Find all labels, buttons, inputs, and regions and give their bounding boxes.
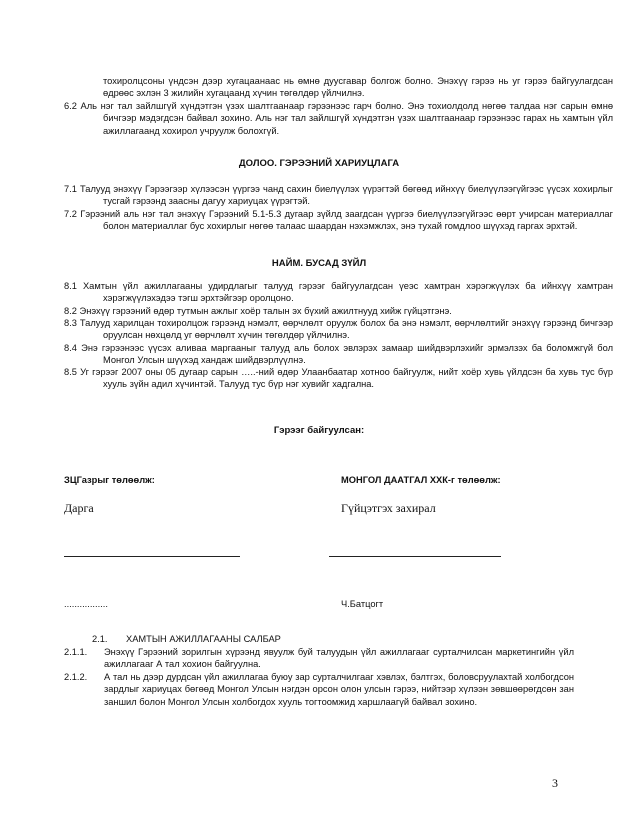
signature-line-right: [329, 556, 501, 557]
appendix-item-text: Энэхүү Гэрээний зорилгын хүрээнд явуулж буй талуудын үйл ажиллагааг сурталчилсан маркетингийн үйл ажиллагааг А тал хохион байгуулна.: [104, 647, 574, 670]
signature-line-left: [64, 556, 240, 557]
party-left-role: Дарга: [64, 501, 94, 515]
party-right-name: Ч.Батцогт: [341, 599, 384, 609]
section-8-title: НАЙМ. БУСАД ЗҮЙЛ: [271, 258, 367, 269]
clause-7-2: 7.2 Гэрээний аль нэг тал энэхүү Гэрээний 5.1-5.3 дугаар зүйлд заагдсан үүргээ биелүүлээгүйгээс өөрт учирсан материаллаг болон материаллаг бус хохирлыг нөгөө талаас шаардан нэхэмжлэх, энэ тухай гомдлоо шүүхэд гаргах эрхтэй.: [64, 209, 613, 232]
clause-7-1: 7.1 Талууд энэхүү Гэрээгээр хүлээсэн үүргээ чанд сахин биелүүлэх үүрэгтэй бөгөөд ийнхүү биелүүлээгүйгээс үүсэх хохирлыг тусгай гэрээнд заасны дагуу хариуцах үүрэгтэй.: [64, 184, 613, 207]
clause-8-3: 8.3 Талууд харилцан тохиролцож гэрээнд нэмэлт, өөрчлөлт оруулж болох ба энэ нэмэлт, өөрчлөлтийг энэхүү гэрээнд бичгээр оруулсан нөхцөлд уг өөрчлөлт хүчин төгөлдөр үйлчилнэ.: [64, 318, 613, 341]
clause-8-2: 8.2 Энэхүү гэрээний өдөр тутмын ажлыг хоёр талын эх бүхий ажилтнууд хийж гүйцэтгэнэ.: [64, 306, 452, 316]
page-number: 3: [552, 776, 558, 790]
clause-6-2: 6.2 Аль нэг тал зайлшгүй хүндэтгэн үзэх шалтгаанаар гэрээнээс гарч болно. Энэ тохиолдолд нөгөө талдаа нэг сарын өмнө бичгээр мэдэгдсэн байвал зохино. Аль нэг тал зайлшгүй хүндэтгэн үзэх шалтгаанаар гэрээнээс гарах нь хамтын үйл ажиллагаанд хохирол учруулж болохгүй.: [64, 101, 613, 136]
appendix-title: ХАМТЫН АЖИЛЛАГААНЫ САЛБАР: [126, 634, 281, 644]
clause-8-4: 8.4 Энэ гэрээнээс үүсэх аливаа маргааныг талууд аль болох эвлэрэх замаар шийдвэрлэхийг эрмэлзэх ба боломжгүй бол Монгол Улсын шүүхэд хандаж шийдвэрлүүлнэ.: [64, 343, 613, 366]
party-left-name: .................: [64, 599, 108, 609]
party-left-header: ЗЦГазрыг төлөөлж:: [64, 475, 155, 485]
party-right-header: МОНГОЛ ДААТГАЛ ХХК-г төлөөлж:: [341, 475, 501, 485]
appendix-item-number: 2.1.1.: [64, 647, 88, 657]
section-7-title: ДОЛОО. ГЭРЭЭНИЙ ХАРИУЦЛАГА: [238, 158, 400, 169]
clause-6-1-continuation: тохиролцсоны үндсэн дээр хугацаанаас нь өмнө дуусгавар болгож болно. Энэхүү гэрээ нь уг гэрээ байгуулагдсан өдрөөс эхлэн 3 жилийн хугацаанд хүчин төгөлдөр үйлчилнэ.: [103, 76, 613, 99]
appendix-item: [64, 646, 574, 671]
appendix-number: 2.1.: [92, 634, 108, 644]
party-right-role: Гүйцэтгэх захирал: [341, 501, 436, 515]
signed-title: Гэрээг байгуулсан:: [273, 425, 365, 436]
appendix-item-number: 2.1.2.: [64, 672, 88, 682]
appendix-item: [64, 671, 574, 708]
appendix-item-text: А тал нь дээр дурдсан үйл ажиллагаа буюу зар сурталчилгааг хэвлэх, бэлтгэх, боловсруулахтай холбогдсон зардлыг хариуцах бөгөөд Монгол Улсын нэгдэн орсон олон улсын гэрээ, нийтээр хүлээн зөвшөөрөгдсөн зан заншил болон Монгол Улсын холбогдох хууль тогтоомжид харшлаагүй байвал зохино.: [104, 672, 574, 707]
clause-8-5: 8.5 Уг гэрээг 2007 оны 05 дугаар сарын …..-ний өдөр Улаанбаатар хотноо байгуулж, нийт хоёр хувь үйлдсэн ба хувь тус бүр хууль зүйн адил хүчинтэй. Талууд тус бүр нэг хувийг хадгална.: [64, 367, 613, 390]
clause-8-1: 8.1 Хамтын үйл ажиллагааны удирдлагыг талууд гэрээг байгуулагдсан үеэс хамтран хэрэгжүүлэх ба ийнхүү хамтран хэрэгжүүлэхэдээ тэгш эрхтэйгээр оролцоно.: [64, 281, 613, 304]
